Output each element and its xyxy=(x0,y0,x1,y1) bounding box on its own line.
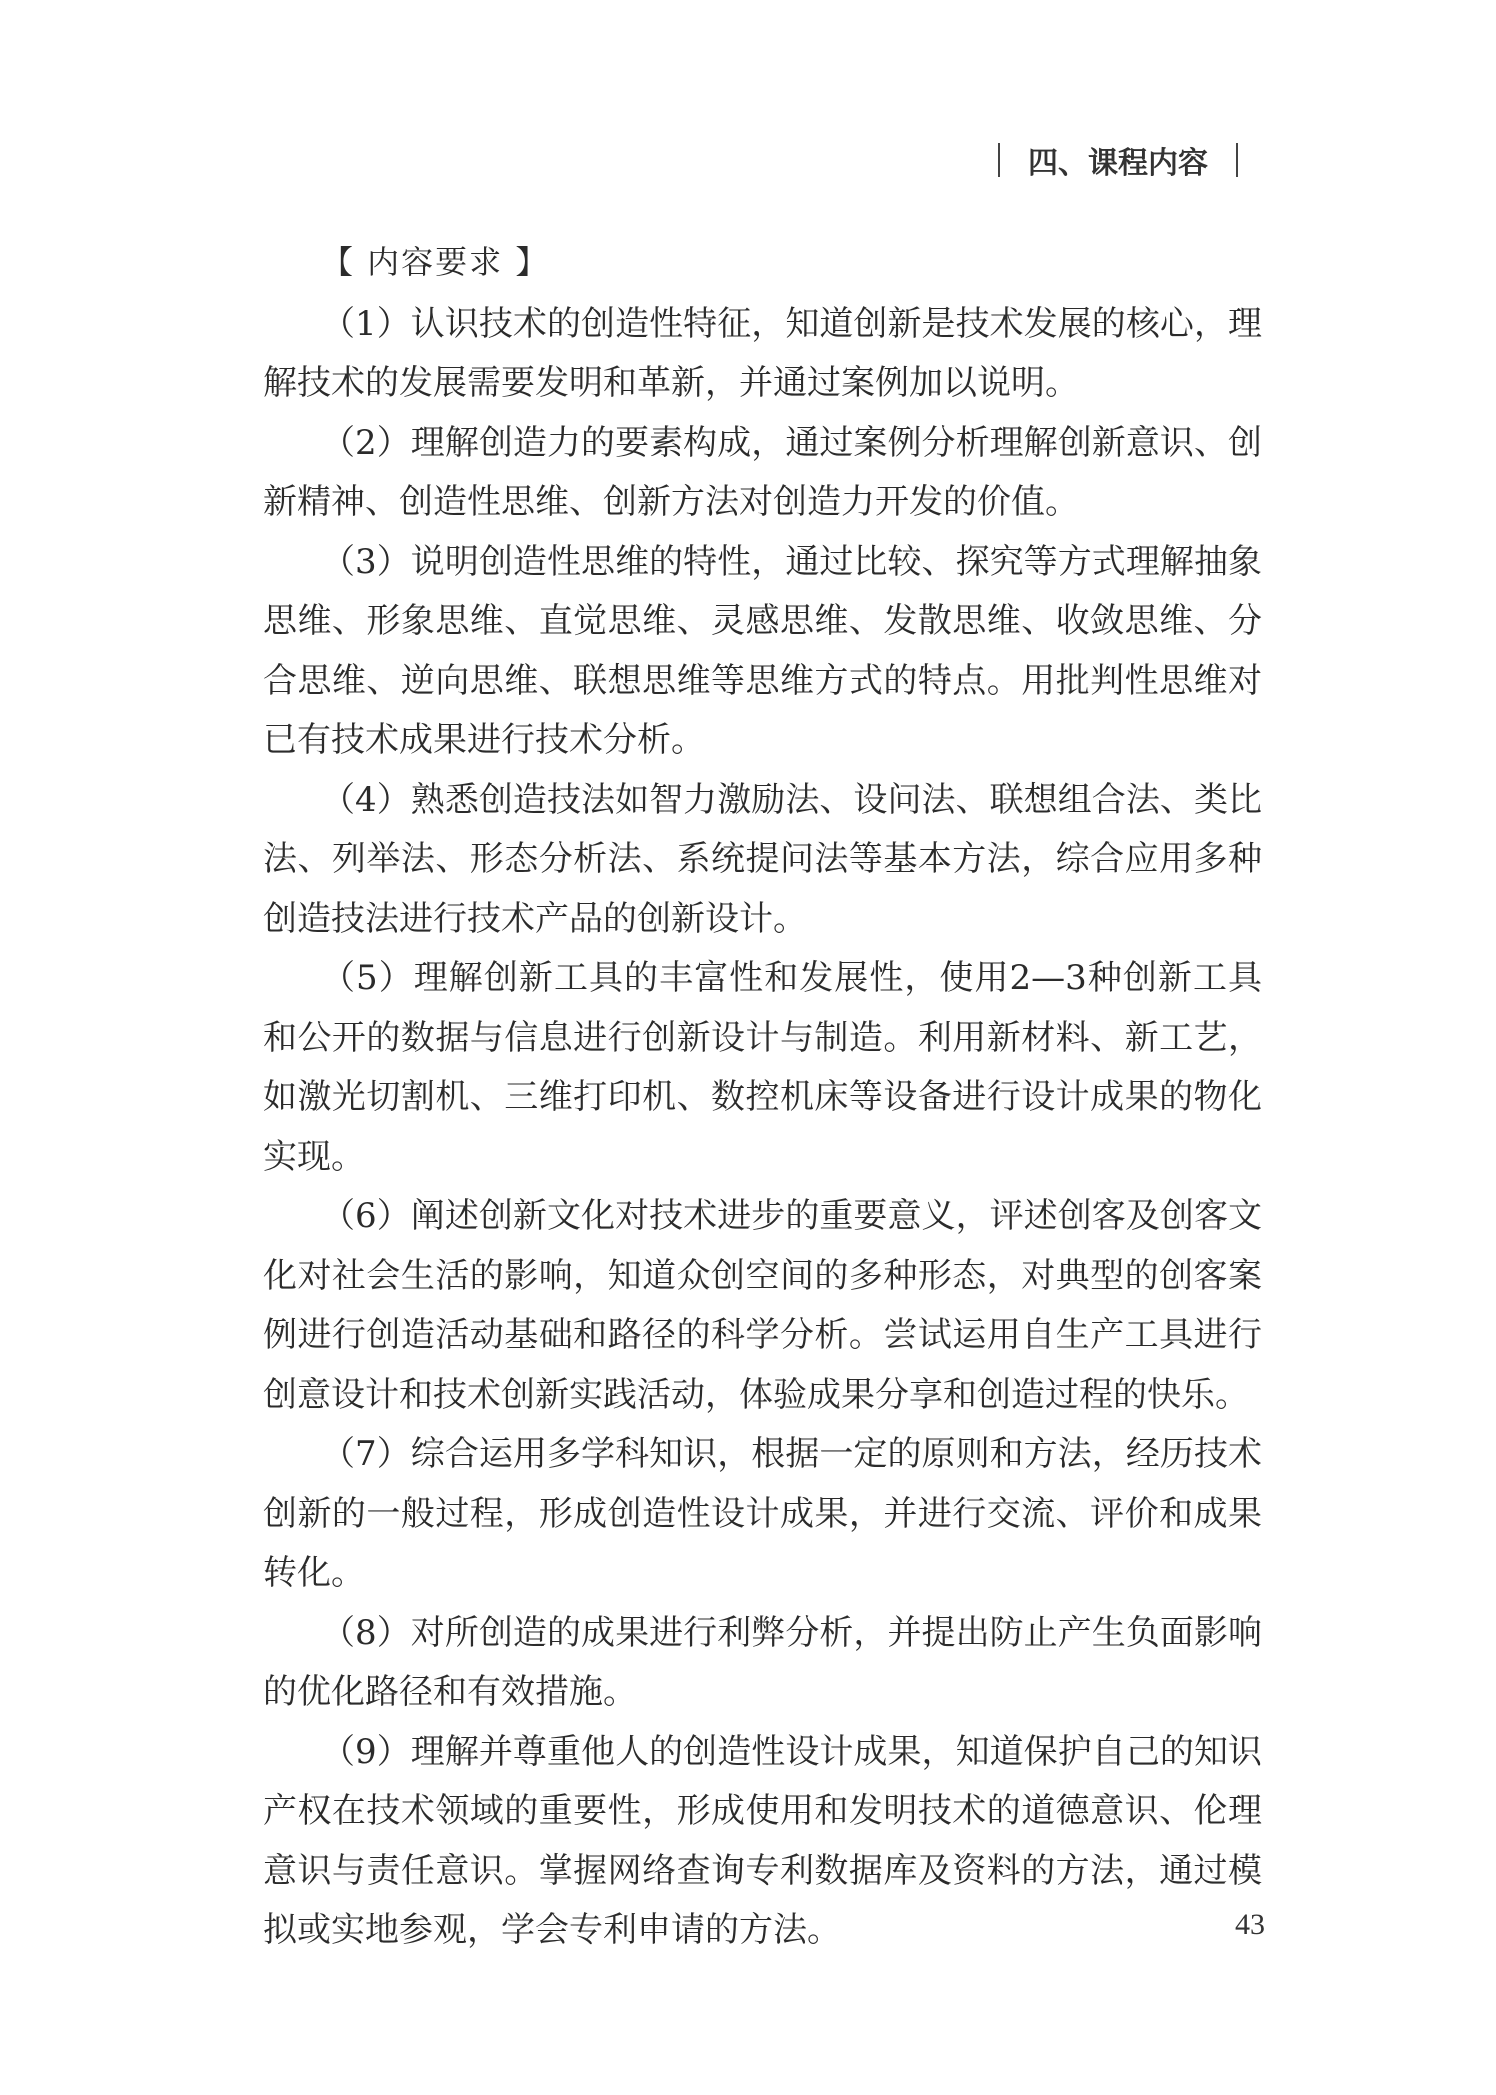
paragraph-8: （8）对所创造的成果进行利弊分析，并提出防止产生负面影响的优化路径和有效措施。 xyxy=(263,1612,1262,1712)
paragraph-7: （7）综合运用多学科知识，根据一定的原则和方法，经历技术创新的一般过程，形成创造性设计成果，并进行交流、评价和成果转化。 xyxy=(263,1434,1262,1593)
page-number: 43 xyxy=(1235,1908,1265,1941)
header-right-rule xyxy=(1236,143,1238,177)
paragraph-2: （2）理解创造力的要素构成，通过案例分析理解创新意识、创新精神、创造性思维、创新方法对创造力开发的价值。 xyxy=(263,422,1262,522)
paragraph-4: （4）熟悉创造技法如智力激励法、设问法、联想组合法、类比法、列举法、形态分析法、系统提问法等基本方法，综合应用多种创造技法进行技术产品的创新设计。 xyxy=(263,779,1262,939)
header-title: 四、课程内容 xyxy=(1028,146,1208,181)
paragraph-1: （1）认识技术的创造性特征，知道创新是技术发展的核心，理解技术的发展需要发明和革新，并通过案例加以说明。 xyxy=(263,303,1262,403)
paragraph-5: （5）理解创新工具的丰富性和发展性，使用2—3种创新工具和公开的数据与信息进行创新设计与制造。利用新材料、新工艺，如激光切割机、三维打印机、数控机床等设备进行设计成果的物化实现。 xyxy=(263,958,1262,1177)
paragraph-3: （3）说明创造性思维的特性，通过比较、探究等方式理解抽象思维、形象思维、直觉思维、灵感思维、发散思维、收敛思维、分合思维、逆向思维、联想思维等思维方式的特点。用批判性思维对已有技术成果进行技术分析。 xyxy=(263,541,1262,760)
section-label: 【 内容要求 】 xyxy=(321,243,550,281)
body-text xyxy=(263,233,1262,1961)
header-left-rule xyxy=(998,143,1000,177)
running-header xyxy=(970,138,1266,182)
paragraph-6: （6）阐述创新文化对技术进步的重要意义，评述创客及创客文化对社会生活的影响，知道众创空间的多种形态，对典型的创客案例进行创造活动基础和路径的科学分析。尝试运用自生产工具进行创意设计和技术创新实践活动，体验成果分享和创造过程的快乐。 xyxy=(263,1196,1262,1415)
paragraph-9: （9）理解并尊重他人的创造性设计成果，知道保护自己的知识产权在技术领域的重要性，形成使用和发明技术的道德意识、伦理意识与责任意识。掌握网络查询专利数据库及资料的方法，通过模拟或实地参观，学会专利申请的方法。 xyxy=(263,1731,1262,1950)
